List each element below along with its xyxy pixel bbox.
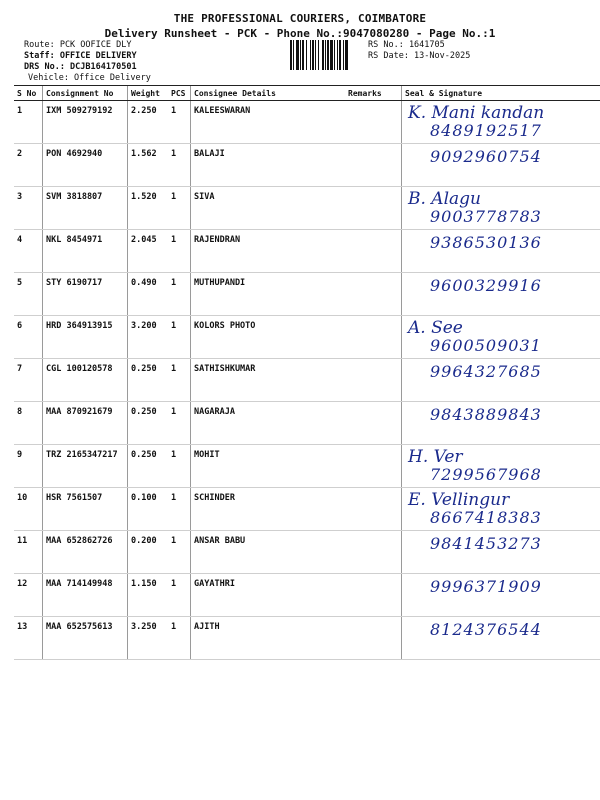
cell-remarks bbox=[345, 488, 402, 531]
cell-consignment: HSR 7561507 bbox=[43, 488, 128, 531]
col-consignment: Consignment No bbox=[43, 86, 128, 101]
cell-pcs: 1 bbox=[168, 488, 191, 531]
handwritten-signature bbox=[408, 234, 542, 251]
table-row bbox=[14, 488, 600, 531]
signature-phone: 9600509031 bbox=[430, 336, 542, 355]
cell-consignee: MUTHUPANDI bbox=[191, 273, 346, 316]
cell-weight: 0.250 bbox=[128, 359, 169, 402]
cell-consignment: MAA 652575613 bbox=[43, 617, 128, 660]
cell-signature bbox=[402, 187, 600, 230]
cell-remarks bbox=[345, 316, 402, 359]
cell-pcs: 1 bbox=[168, 101, 191, 144]
cell-pcs: 1 bbox=[168, 402, 191, 445]
cell-remarks bbox=[345, 144, 402, 187]
table-row bbox=[14, 617, 600, 660]
cell-weight: 0.200 bbox=[128, 531, 169, 574]
cell-pcs: 1 bbox=[168, 531, 191, 574]
cell-consignment: NKL 8454971 bbox=[43, 230, 128, 273]
table-header-row bbox=[14, 86, 600, 101]
cell-consignee: NAGARAJA bbox=[191, 402, 346, 445]
cell-consignment: TRZ 2165347217 bbox=[43, 445, 128, 488]
handwritten-signature bbox=[408, 105, 544, 139]
signature-phone: 8124376544 bbox=[430, 620, 542, 639]
col-sno: S No bbox=[14, 86, 43, 101]
col-signature: Seal & Signature bbox=[402, 86, 600, 101]
cell-consignee: SIVA bbox=[191, 187, 346, 230]
cell-signature bbox=[402, 531, 600, 574]
handwritten-signature bbox=[408, 320, 542, 354]
signature-phone: 9003778783 bbox=[430, 207, 542, 226]
cell-weight: 1.150 bbox=[128, 574, 169, 617]
signature-phone: 9843889843 bbox=[430, 405, 542, 424]
cell-sno: 7 bbox=[14, 359, 43, 402]
signature-phone: 9600329916 bbox=[430, 276, 542, 295]
handwritten-signature bbox=[408, 621, 542, 638]
cell-remarks bbox=[345, 273, 402, 316]
table-row bbox=[14, 531, 600, 574]
cell-sno: 8 bbox=[14, 402, 43, 445]
signature-phone: 9092960754 bbox=[430, 147, 542, 166]
cell-signature bbox=[402, 574, 600, 617]
cell-pcs: 1 bbox=[168, 187, 191, 230]
signature-phone: 8489192517 bbox=[430, 121, 542, 140]
table-row bbox=[14, 230, 600, 273]
table-row bbox=[14, 101, 600, 144]
cell-consignee: RAJENDRAN bbox=[191, 230, 346, 273]
table-row bbox=[14, 445, 600, 488]
handwritten-signature bbox=[408, 535, 542, 552]
route-label: Route: PCK OOFICE DLY bbox=[24, 40, 132, 50]
runsheet-table bbox=[14, 85, 600, 660]
signature-name: A. See bbox=[408, 318, 463, 338]
cell-weight: 3.250 bbox=[128, 617, 169, 660]
col-weight: Weight bbox=[128, 86, 169, 101]
cell-sno: 4 bbox=[14, 230, 43, 273]
signature-phone: 9841453273 bbox=[430, 534, 542, 553]
cell-remarks bbox=[345, 359, 402, 402]
handwritten-signature bbox=[408, 406, 542, 423]
col-consignee: Consignee Details bbox=[191, 86, 346, 101]
cell-consignee: KALEESWARAN bbox=[191, 101, 346, 144]
cell-consignee: ANSAR BABU bbox=[191, 531, 346, 574]
cell-remarks bbox=[345, 531, 402, 574]
cell-signature bbox=[402, 617, 600, 660]
runsheet-subtitle: Delivery Runsheet - PCK - Phone No.:9047080280 - Page No.:1 bbox=[104, 27, 496, 40]
cell-pcs: 1 bbox=[168, 617, 191, 660]
cell-weight: 0.250 bbox=[128, 402, 169, 445]
cell-sno: 3 bbox=[14, 187, 43, 230]
table-row bbox=[14, 402, 600, 445]
cell-consignee: SCHINDER bbox=[191, 488, 346, 531]
staff-label: Staff: OFFICE DELIVERY bbox=[24, 51, 137, 61]
cell-consignment: HRD 364913915 bbox=[43, 316, 128, 359]
table-row bbox=[14, 144, 600, 187]
cell-pcs: 1 bbox=[168, 316, 191, 359]
cell-consignment: STY 6190717 bbox=[43, 273, 128, 316]
cell-remarks bbox=[345, 402, 402, 445]
table-row bbox=[14, 359, 600, 402]
signature-phone: 9964327685 bbox=[430, 362, 542, 381]
handwritten-signature bbox=[408, 578, 542, 595]
cell-consignee: AJITH bbox=[191, 617, 346, 660]
company-title: THE PROFESSIONAL COURIERS, COIMBATORE bbox=[173, 12, 427, 25]
cell-sno: 6 bbox=[14, 316, 43, 359]
cell-consignment: MAA 714149948 bbox=[43, 574, 128, 617]
cell-signature bbox=[402, 144, 600, 187]
table-row bbox=[14, 187, 600, 230]
cell-signature bbox=[402, 402, 600, 445]
cell-sno: 9 bbox=[14, 445, 43, 488]
cell-consignment: MAA 870921679 bbox=[43, 402, 128, 445]
cell-weight: 0.250 bbox=[128, 445, 169, 488]
cell-consignee: BALAJI bbox=[191, 144, 346, 187]
cell-sno: 10 bbox=[14, 488, 43, 531]
table-row bbox=[14, 574, 600, 617]
cell-remarks bbox=[345, 230, 402, 273]
cell-remarks bbox=[345, 617, 402, 660]
cell-sno: 13 bbox=[14, 617, 43, 660]
cell-signature bbox=[402, 273, 600, 316]
cell-sno: 5 bbox=[14, 273, 43, 316]
cell-weight: 2.045 bbox=[128, 230, 169, 273]
rs-date: RS Date: 13-Nov-2025 bbox=[368, 51, 471, 61]
cell-remarks bbox=[345, 101, 402, 144]
signature-phone: 9386530136 bbox=[430, 233, 542, 252]
cell-signature bbox=[402, 445, 600, 488]
cell-pcs: 1 bbox=[168, 230, 191, 273]
handwritten-signature bbox=[408, 449, 542, 483]
barcode bbox=[290, 40, 366, 70]
cell-signature bbox=[402, 359, 600, 402]
handwritten-signature bbox=[408, 363, 542, 380]
cell-consignee: MOHIT bbox=[191, 445, 346, 488]
cell-weight: 0.490 bbox=[128, 273, 169, 316]
table-row bbox=[14, 316, 600, 359]
cell-remarks bbox=[345, 445, 402, 488]
cell-pcs: 1 bbox=[168, 359, 191, 402]
col-remarks: Remarks bbox=[345, 86, 402, 101]
cell-sno: 11 bbox=[14, 531, 43, 574]
cell-pcs: 1 bbox=[168, 144, 191, 187]
cell-remarks bbox=[345, 187, 402, 230]
cell-weight: 1.520 bbox=[128, 187, 169, 230]
cell-consignment: PON 4692940 bbox=[43, 144, 128, 187]
cell-pcs: 1 bbox=[168, 273, 191, 316]
cell-consignment: IXM 509279192 bbox=[43, 101, 128, 144]
cell-weight: 3.200 bbox=[128, 316, 169, 359]
signature-name: E. Vellingur bbox=[408, 490, 510, 510]
cell-sno: 12 bbox=[14, 574, 43, 617]
cell-consignment: CGL 100120578 bbox=[43, 359, 128, 402]
cell-consignment: MAA 652862726 bbox=[43, 531, 128, 574]
cell-consignment: SVM 3818807 bbox=[43, 187, 128, 230]
cell-consignee: KOLORS PHOTO bbox=[191, 316, 346, 359]
signature-phone: 8667418383 bbox=[430, 508, 542, 527]
cell-pcs: 1 bbox=[168, 574, 191, 617]
handwritten-signature bbox=[408, 277, 542, 294]
col-pcs: PCS bbox=[168, 86, 191, 101]
cell-pcs: 1 bbox=[168, 445, 191, 488]
rs-number: RS No.: 1641705 bbox=[368, 40, 445, 50]
cell-weight: 2.250 bbox=[128, 101, 169, 144]
cell-sno: 2 bbox=[14, 144, 43, 187]
signature-name: B. Alagu bbox=[408, 189, 481, 209]
cell-remarks bbox=[345, 574, 402, 617]
handwritten-signature bbox=[408, 191, 542, 225]
table-row bbox=[14, 273, 600, 316]
cell-signature bbox=[402, 230, 600, 273]
drs-number: DRS No.: DCJB164170501 bbox=[24, 62, 137, 72]
signature-phone: 9996371909 bbox=[430, 577, 542, 596]
cell-weight: 1.562 bbox=[128, 144, 169, 187]
cell-signature bbox=[402, 101, 600, 144]
cell-weight: 0.100 bbox=[128, 488, 169, 531]
barcode-bar bbox=[348, 40, 349, 70]
signature-name: H. Ver bbox=[408, 447, 463, 467]
cell-consignee: SATHISHKUMAR bbox=[191, 359, 346, 402]
cell-sno: 1 bbox=[14, 101, 43, 144]
handwritten-signature bbox=[408, 492, 542, 526]
signature-name: K. Mani kandan bbox=[408, 103, 545, 123]
cell-consignee: GAYATHRI bbox=[191, 574, 346, 617]
cell-signature bbox=[402, 316, 600, 359]
cell-signature bbox=[402, 488, 600, 531]
signature-phone: 7299567968 bbox=[430, 465, 542, 484]
vehicle-label: Vehicle: Office Delivery bbox=[28, 73, 151, 83]
handwritten-signature bbox=[408, 148, 542, 165]
